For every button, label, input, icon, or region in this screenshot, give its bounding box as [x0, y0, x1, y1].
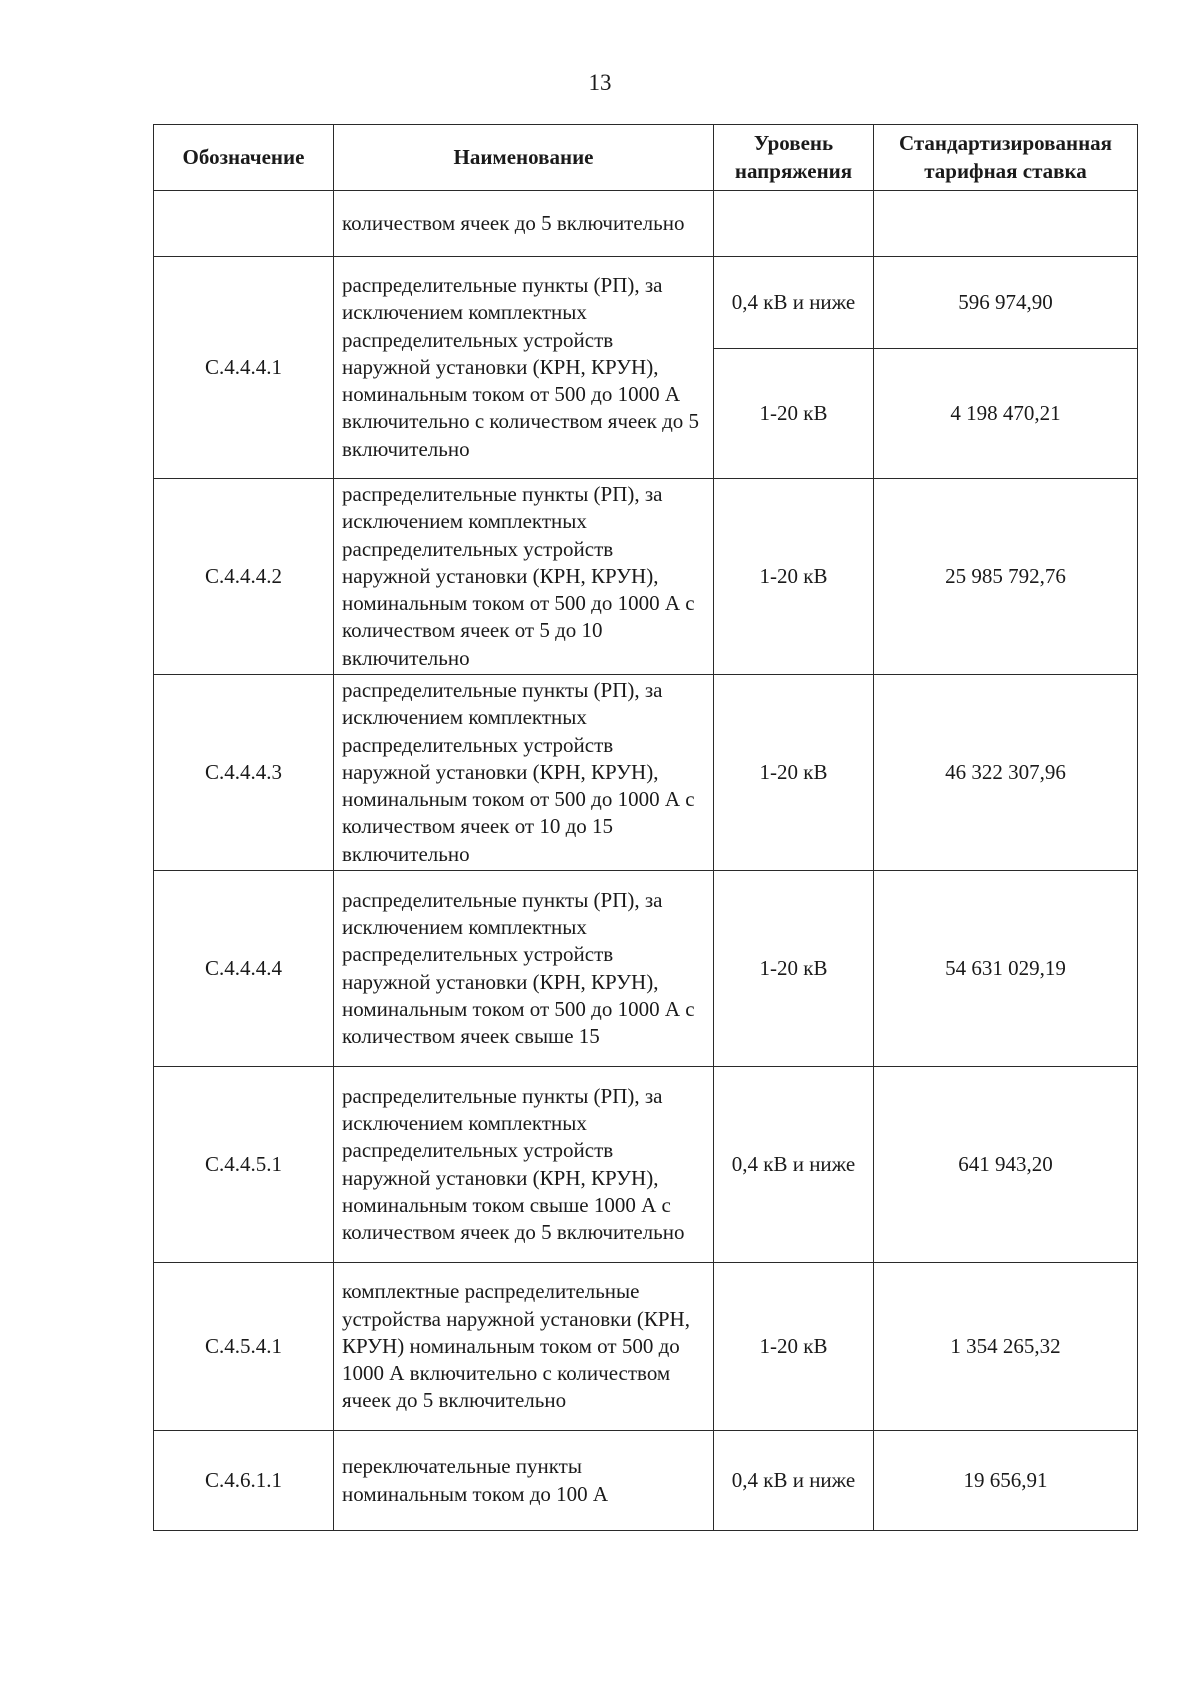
- cell-rate: [874, 191, 1138, 257]
- cell-name: распределительные пункты (РП), за исключением комплектных распределительных устройств наружной установки (КРН, КРУН), номинальным током от 500 до 1000 А с количеством ячеек свыше 15: [334, 871, 714, 1067]
- cell-voltage: 0,4 кВ и ниже: [714, 1431, 874, 1531]
- cell-name: комплектные распределительные устройства наружной установки (КРН, КРУН) номинальным током от 500 до 1000 А включительно с количеством ячеек до 5 включительно: [334, 1263, 714, 1431]
- header-voltage: Уровень напряжения: [714, 125, 874, 191]
- table-row: [154, 191, 1138, 257]
- cell-rate: 54 631 029,19: [874, 871, 1138, 1067]
- cell-code: С.4.4.4.1: [154, 257, 334, 479]
- cell-code: С.4.4.5.1: [154, 1067, 334, 1263]
- header-code: Обозначение: [154, 125, 334, 191]
- cell-name: распределительные пункты (РП), за исключением комплектных распределительных устройств наружной установки (КРН, КРУН), номинальным током от 500 до 1000 А с количеством ячеек от 5 до 10 включительно: [334, 479, 714, 675]
- cell-voltage: 1-20 кВ: [714, 479, 874, 675]
- page-number: 13: [588, 70, 612, 95]
- cell-rate: 641 943,20: [874, 1067, 1138, 1263]
- tariff-table: [153, 124, 1138, 1531]
- cell-code: [154, 191, 334, 257]
- table-header-row: [154, 125, 1138, 191]
- cell-rate: 1 354 265,32: [874, 1263, 1138, 1431]
- table-row: [154, 257, 1138, 349]
- table-row: [154, 479, 1138, 675]
- table-row: [154, 1263, 1138, 1431]
- cell-rate: 596 974,90: [874, 257, 1138, 349]
- cell-rate: 25 985 792,76: [874, 479, 1138, 675]
- table-row: [154, 1067, 1138, 1263]
- cell-code: С.4.4.4.2: [154, 479, 334, 675]
- cell-code: С.4.4.4.4: [154, 871, 334, 1067]
- cell-voltage: 1-20 кВ: [714, 871, 874, 1067]
- table-row: [154, 675, 1138, 871]
- cell-code: С.4.5.4.1: [154, 1263, 334, 1431]
- cell-voltage: 1-20 кВ: [714, 675, 874, 871]
- header-rate: Стандартизированная тарифная ставка: [874, 125, 1138, 191]
- cell-name: количеством ячеек до 5 включительно: [334, 191, 714, 257]
- table-row: [154, 1431, 1138, 1531]
- cell-voltage: [714, 191, 874, 257]
- cell-voltage: 1-20 кВ: [714, 349, 874, 479]
- cell-code: С.4.4.4.3: [154, 675, 334, 871]
- cell-code: С.4.6.1.1: [154, 1431, 334, 1531]
- cell-name: переключательные пункты номинальным током до 100 А: [334, 1431, 714, 1531]
- cell-name: распределительные пункты (РП), за исключением комплектных распределительных устройств наружной установки (КРН, КРУН), номинальным током от 500 до 1000 А с количеством ячеек от 10 до 15 включительно: [334, 675, 714, 871]
- cell-rate: 19 656,91: [874, 1431, 1138, 1531]
- cell-voltage: 1-20 кВ: [714, 1263, 874, 1431]
- cell-name: распределительные пункты (РП), за исключением комплектных распределительных устройств наружной установки (КРН, КРУН), номинальным током свыше 1000 А с количеством ячеек до 5 включительно: [334, 1067, 714, 1263]
- cell-rate: 4 198 470,21: [874, 349, 1138, 479]
- header-name: Наименование: [334, 125, 714, 191]
- cell-voltage: 0,4 кВ и ниже: [714, 257, 874, 349]
- cell-voltage: 0,4 кВ и ниже: [714, 1067, 874, 1263]
- table-row: [154, 871, 1138, 1067]
- cell-rate: 46 322 307,96: [874, 675, 1138, 871]
- cell-name: распределительные пункты (РП), за исключением комплектных распределительных устройств наружной установки (КРН, КРУН), номинальным током от 500 до 1000 А включительно с количеством ячеек до 5 включительно: [334, 257, 714, 479]
